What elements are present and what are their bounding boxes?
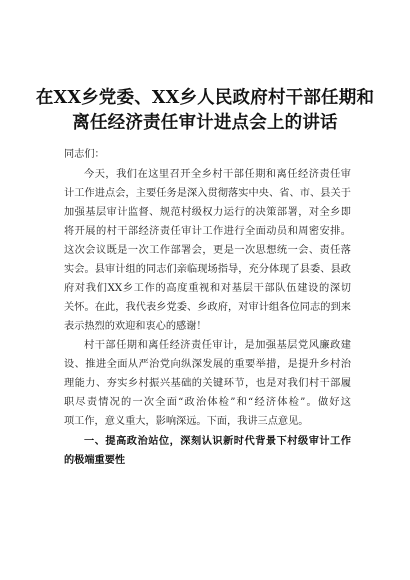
salutation: 同志们： bbox=[64, 149, 105, 160]
paragraph-line: 这次会议既是一次工作部署会，更是一次思想统一会、责任落 bbox=[64, 245, 351, 256]
paragraph-line: 表示热烈的欢迎和衷心的感谢！ bbox=[64, 321, 207, 332]
paragraph-line: 加强基层审计监督、规范村级权力运行的决策部署，对全乡即 bbox=[64, 207, 351, 218]
paragraph-line: 村干部任期和离任经济责任审计，是加强基层党风廉政建 bbox=[84, 340, 351, 351]
section-heading-line: 一、提高政治站位，深刻认识新时代背景下村级审计工作 bbox=[84, 435, 351, 447]
section-heading-line: 的极端重要性 bbox=[64, 454, 126, 466]
paragraph-line: 项工作，意义重大，影响深远。下面，我讲三点意见。 bbox=[64, 416, 309, 427]
paragraph-line: 计工作进点会，主要任务是深入贯彻落实中央、省、市、县关于 bbox=[64, 188, 351, 199]
paragraph-line: 职尽责情况的一次全面“政治体检”和“经济体检”。做好这 bbox=[64, 397, 351, 408]
document-title-line-1: 在XX乡党委、XX乡人民政府村干部任期和 bbox=[35, 88, 375, 108]
document-title-line-2: 离任经济责任审计进点会上的讲话 bbox=[72, 113, 338, 133]
paragraph-line: 今天，我们在这里召开全乡村干部任期和离任经济责任审 bbox=[84, 169, 351, 180]
paragraph-line: 实会。县审计组的同志们亲临现场指导，充分体现了县委、县政 bbox=[64, 264, 351, 275]
paragraph-line: 理能力、夯实乡村振兴基础的关键环节，也是对我们村干部履 bbox=[64, 378, 351, 389]
paragraph-line: 关怀。在此，我代表乡党委、乡政府，对审计组各位同志的到来 bbox=[64, 302, 351, 313]
paragraph-line: 府对我们XX乡工作的高度重视和对基层干部队伍建设的深切 bbox=[64, 283, 351, 294]
paragraph-line: 将开展的村干部经济责任审计工作进行全面动员和周密安排。 bbox=[64, 226, 351, 237]
paragraph-line: 设、推进全面从严治党向纵深发展的重要举措，是提升乡村治 bbox=[64, 359, 351, 370]
